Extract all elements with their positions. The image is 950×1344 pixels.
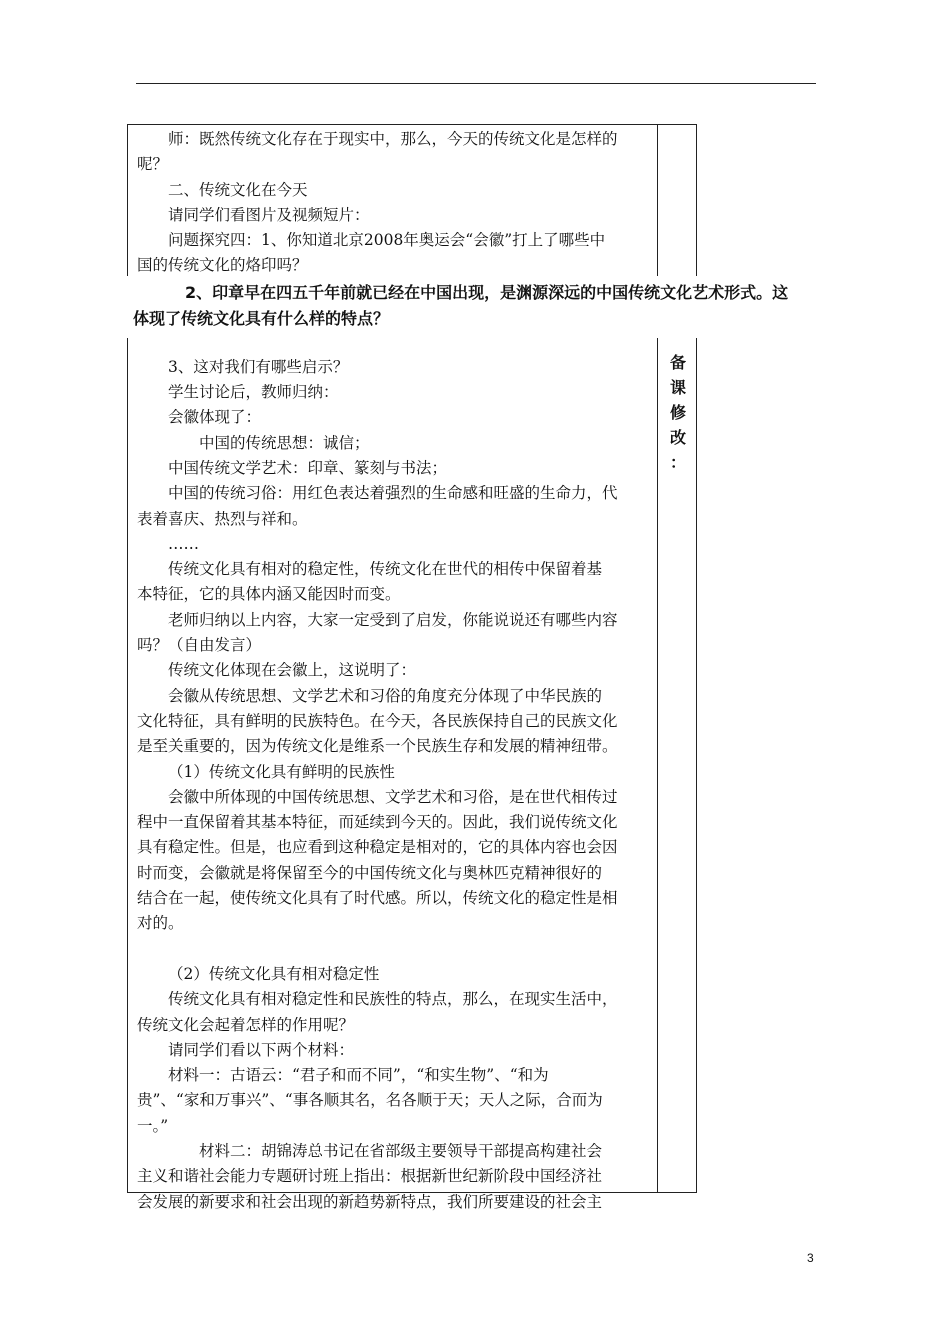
text-line: 本特征，它的具体内涵又能因时而变。 — [137, 585, 401, 604]
text-line: 程中一直保留着其基本特征，而延续到今天的。因此，我们说传统文化 — [137, 813, 618, 832]
text-line: 中国传统文学艺术：印章、篆刻与书法； — [168, 458, 448, 477]
side-note-char: 课 — [669, 378, 686, 397]
text-line: 表着喜庆、热烈与祥和。 — [137, 509, 308, 528]
text-line: 3、这对我们有哪些启示？ — [168, 357, 349, 376]
text-line: 材料一：古语云：“君子和而不同”，“和实生物”、“和为 — [168, 1066, 549, 1085]
text-line: 贵”、“家和万事兴”、“事各顺其名，名各顺于天；天人之际，合而为 — [137, 1091, 603, 1110]
side-note-char: 备 — [669, 353, 686, 372]
side-note-char: ： — [669, 453, 686, 472]
text-line: 传统文化体现在会徽上，这说明了： — [168, 661, 417, 680]
text-line: 国的传统文化的烙印吗？ — [137, 256, 308, 275]
text-line: 传统文化具有相对的稳定性，传统文化在世代的相传中保留着基 — [168, 560, 603, 579]
section-heading: （1）传统文化具有鲜明的民族性 — [168, 762, 395, 781]
text-line: 问题探究四：1、你知道北京2008年奥运会“会徽”打上了哪些中 — [168, 231, 606, 250]
highlight-question-band — [127, 276, 817, 338]
text-line: 具有稳定性。但是，也应看到这种稳定是相对的，它的具体内容也会因 — [137, 838, 618, 857]
text-line: 一。” — [137, 1116, 169, 1135]
text-line: 中国的传统习俗：用红色表达着强烈的生命感和旺盛的生命力，代 — [168, 484, 618, 503]
band-line: 体现了传统文化具有什么样的特点？ — [133, 309, 390, 328]
text-line: 请同学们看图片及视频短片： — [168, 205, 370, 224]
text-line: 结合在一起，使传统文化具有了时代感。所以，传统文化的稳定性是相 — [137, 889, 618, 908]
section-heading: （2）传统文化具有相对稳定性 — [168, 964, 380, 983]
text-line: 材料二：胡锦涛总书记在省部级主要领导干部提高构建社会 — [199, 1141, 603, 1160]
text-line: 传统文化具有相对稳定性和民族性的特点，那么，在现实生活中， — [168, 990, 618, 1009]
text-line: 会发展的新要求和社会出现的新趋势新特点，我们所要建设的社会主 — [137, 1192, 603, 1211]
text-line: 会徽中所体现的中国传统思想、文学艺术和习俗，是在世代相传过 — [168, 787, 618, 806]
band-line: 2、印章早在四五千年前就已经在中国出现，是渊源深远的中国传统文化艺术形式。这 — [185, 283, 789, 302]
text-line: 是至关重要的，因为传统文化是维系一个民族生存和发展的精神纽带。 — [137, 737, 618, 756]
text-line: 文化特征，具有鲜明的民族特色。在今天，各民族保持自己的民族文化 — [137, 711, 618, 730]
text-line: 对的。 — [137, 914, 184, 933]
text-line: 时而变，会徽就是将保留至今的中国传统文化与奥林匹克精神很好的 — [137, 863, 603, 882]
text-line: 主义和谐社会能力专题研讨班上指出：根据新世纪新阶段中国经济社 — [137, 1167, 603, 1186]
text-line: 会徽体现了： — [168, 408, 262, 427]
header-rule — [136, 83, 816, 84]
section-heading: 二、传统文化在今天 — [168, 180, 308, 199]
text-line: 老师归纳以上内容，大家一定受到了启发，你能说说还有哪些内容 — [168, 610, 618, 629]
text-line: 呢？ — [137, 155, 169, 174]
text-line: 中国的传统思想：诚信； — [199, 433, 370, 452]
page-number: 3 — [807, 1251, 814, 1265]
side-note-char: 改 — [669, 428, 686, 447]
text-line: 吗？（自由发言） — [137, 636, 262, 655]
text-line: 传统文化会起着怎样的作用呢？ — [137, 1015, 355, 1034]
text-line: …… — [168, 534, 199, 553]
text-line: 请同学们看以下两个材料： — [168, 1040, 355, 1059]
text-line: 会徽从传统思想、文学艺术和习俗的角度充分体现了中华民族的 — [168, 686, 603, 705]
side-note-revision — [662, 350, 694, 475]
text-line: 师：既然传统文化存在于现实中，那么，今天的传统文化是怎样的 — [168, 130, 618, 148]
text-line: 学生讨论后，教师归纳： — [168, 383, 339, 402]
side-note-char: 修 — [669, 403, 686, 422]
